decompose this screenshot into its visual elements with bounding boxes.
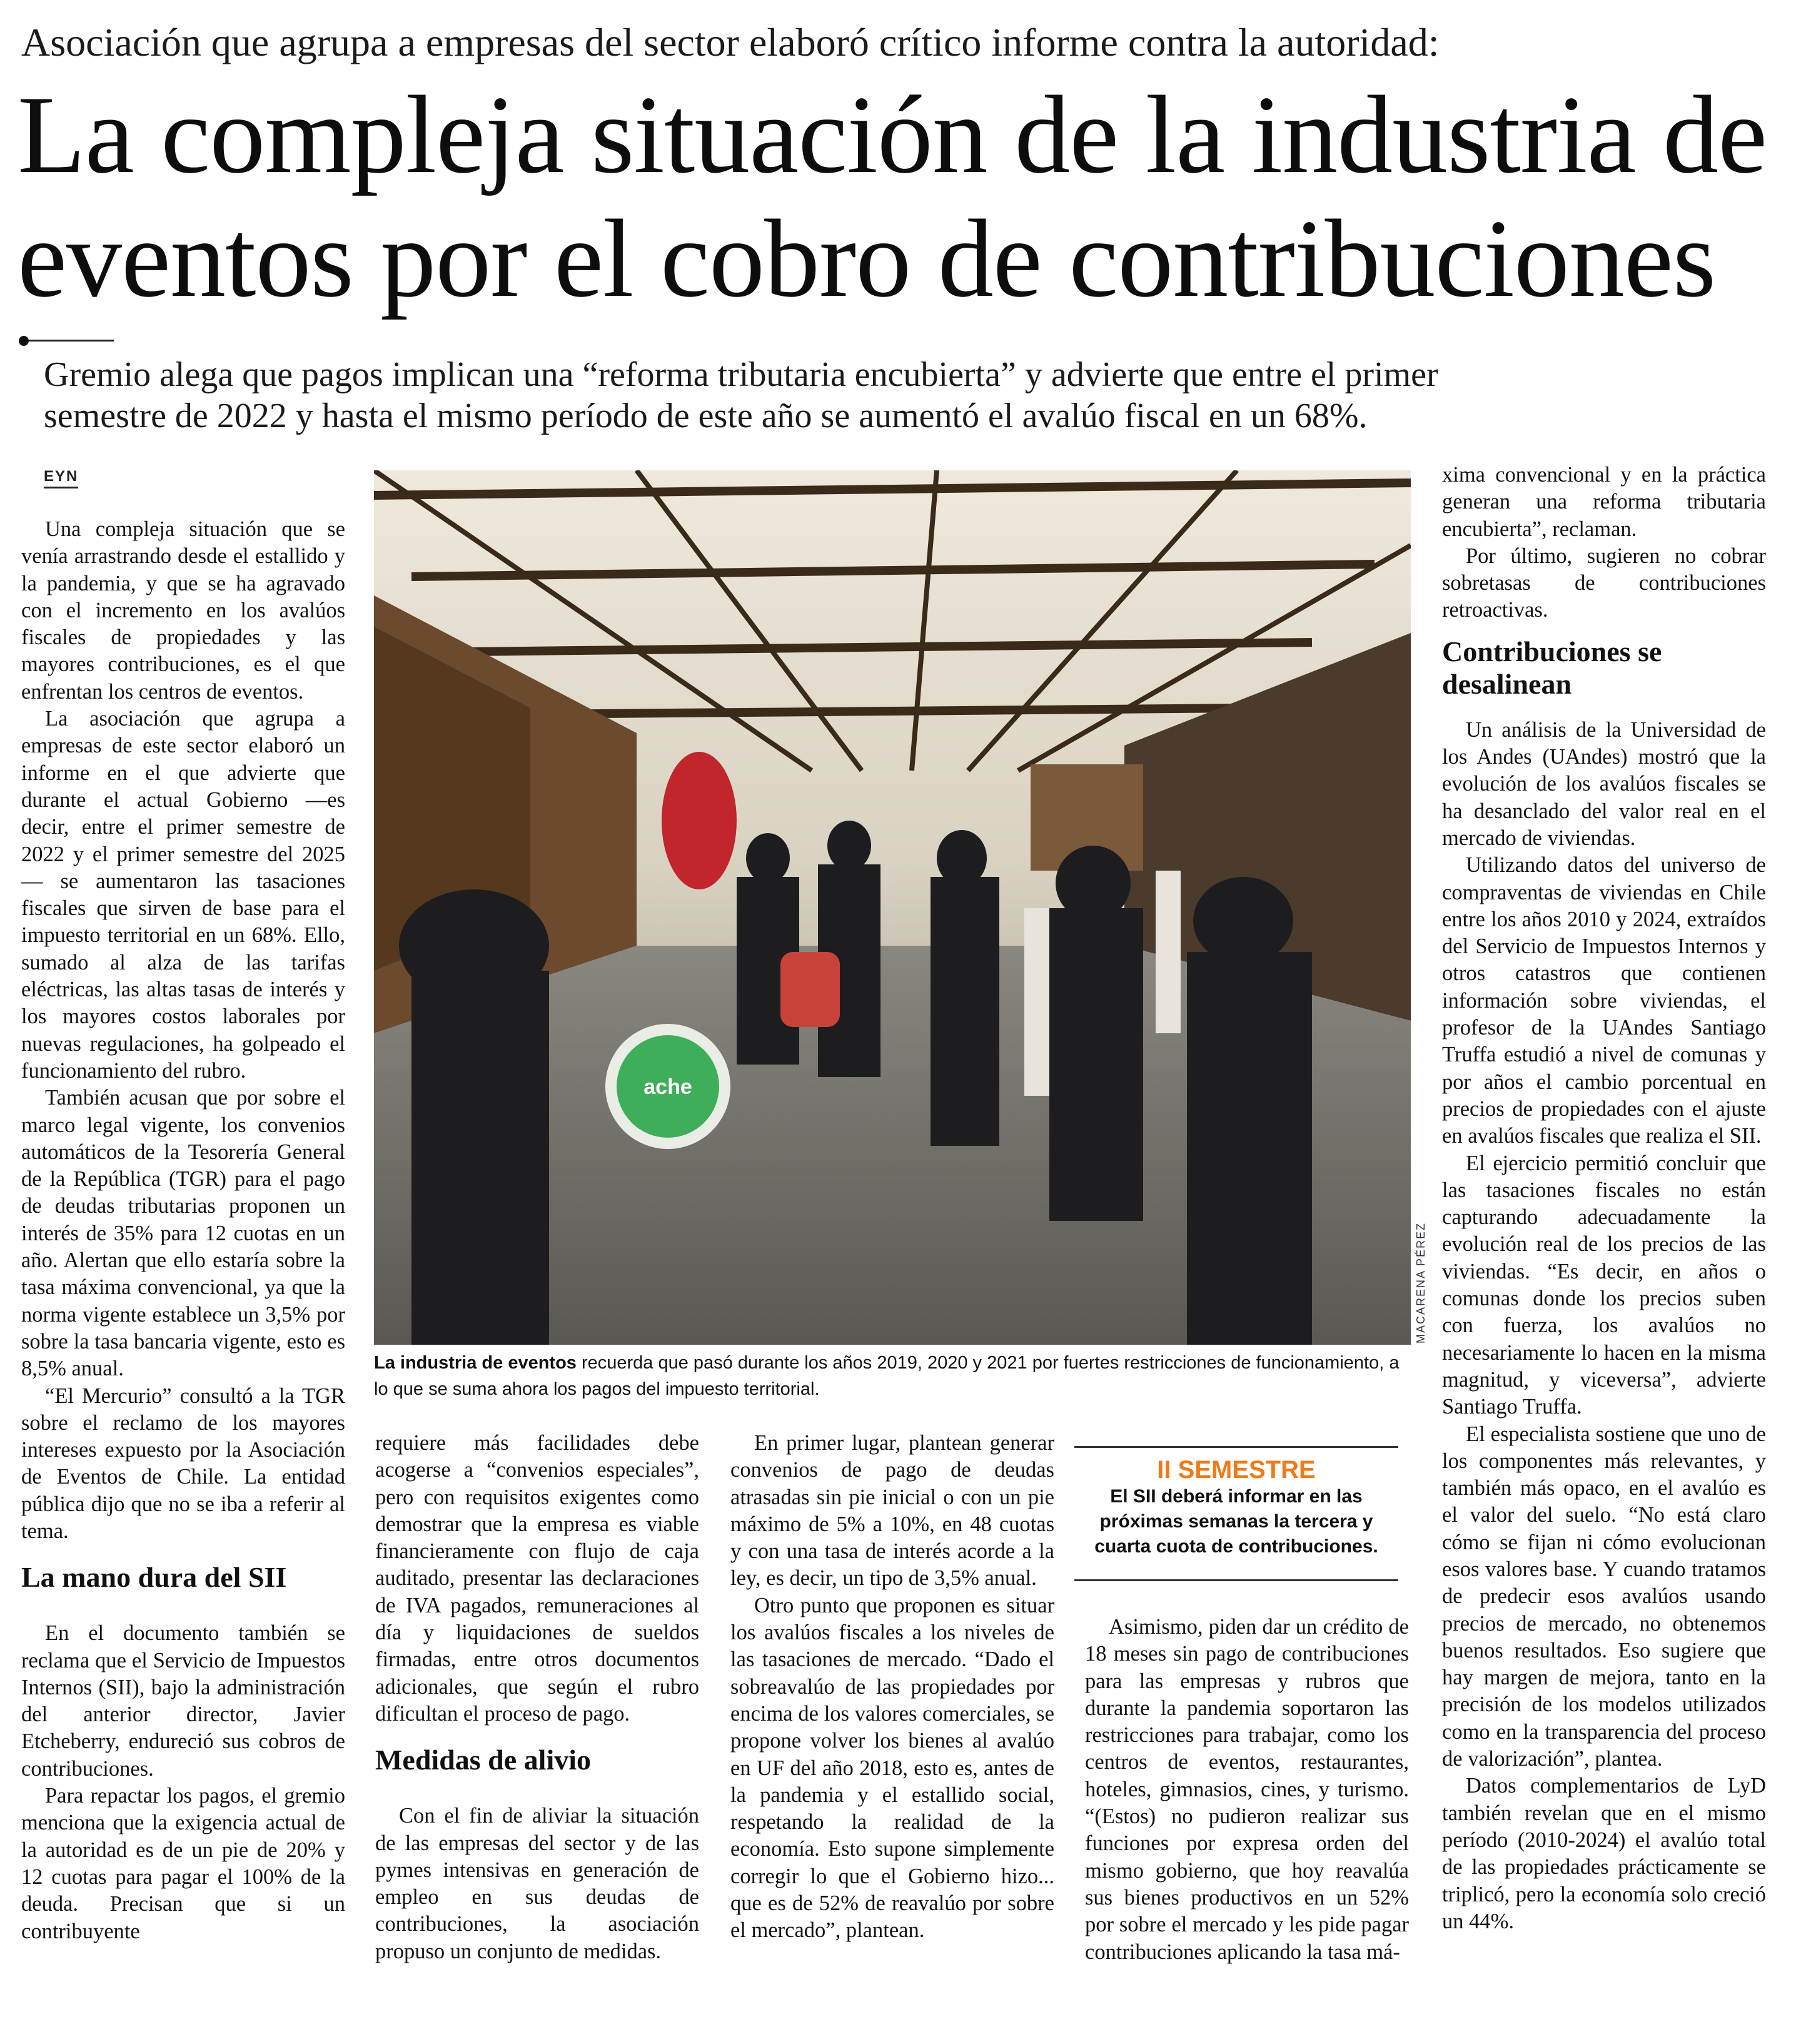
headline — [18, 73, 1787, 320]
paragraph: En el documento también se reclama que el Servicio de Impuestos Internos (SII), bajo la administración del anterior director, Javier Etcheberry, endureció sus cobros de contribuciones. — [21, 1621, 345, 1781]
paragraph: Utilizando datos del universo de compraventas de viviendas en Chile entre los años 2010 y 2024, extraídos del Servicio de Impuestos Internos y otros catastros que contienen información sobre viviendas, el profesor de la UAndes Santiago Truffa estudió a nivel de comunas y por años el cambio porcentual en precios de propiedades con el ajuste en avalúos fiscales que realiza el SII. — [1442, 853, 1766, 1148]
paragraph: Un análisis de la Universidad de los Andes (UAndes) mostró que la evolución de los avalúos fiscales se ha desanclado del valor real en el mercado de viviendas. — [1442, 717, 1766, 850]
sidebar-text: El SII deberá informar en las próximas semanas la tercera y cuarta cuota de contribuciones. — [1094, 1486, 1378, 1557]
paragraph: xima convencional y en la práctica generan una reforma tributaria encubierta”, reclaman. — [1442, 463, 1766, 541]
column-2 — [375, 1430, 699, 1965]
column-4 — [1085, 1614, 1409, 1966]
subheading-medidas: Medidas de alivio — [375, 1744, 592, 1776]
headline-line-2: eventos por el cobro de contribuciones — [18, 196, 1716, 320]
column-3 — [730, 1430, 1054, 1945]
deck — [44, 354, 1757, 437]
photo-caption — [374, 1350, 1412, 1402]
paragraph: Otro punto que proponen es situar los avalúos fiscales a los niveles de las tasaciones de mercado. “Dado el sobreavalúo de las propiedades por encima de los valores comerciales, se propone volver los bienes al avalúo en UF del año 2018, esto es, antes de la pandemia y el estallido social, respetando la realidad de la economía. Esto supone simplemente corregir lo que el Gobierno hizo... que es de 52% de reavalúo por sobre el mercado”, plantean. — [730, 1593, 1054, 1943]
deck-line-1: Gremio alega que pagos implican una “reforma tributaria encubierta” y advierte que entre el primer — [44, 355, 1438, 394]
paragraph: “El Mercurio” consultó a la TGR sobre el reclamo de los mayores intereses expuesto por la Asociación de Eventos de Chile. La entidad pública dijo que no se iba a referir al tema. — [21, 1384, 345, 1543]
paragraph: Asimismo, piden dar un crédito de 18 meses sin pago de contribuciones para las empresas y rubros que durante la pandemia soportaron las restricciones para trabajar, como los centros de eventos, restaurantes, hoteles, gimnasios, cines, y turismo. “(Estos) no pudieron realizar sus funciones por expresa orden del mismo gobierno, que hoy reavalúa sus bienes productivos en un 52% por sobre el mercado y les pide pagar contribuciones aplicando la tasa má- — [1085, 1615, 1409, 1964]
paragraph: En primer lugar, plantean generar convenios de pago de deudas atrasadas sin pie inicial o con un pie máximo de 5% a 10%, en 48 cuotas y con una tasa de interés acorde a la ley, es decir, un tipo de 3,5% anual. — [730, 1431, 1054, 1591]
caption-text: recuerda que pasó durante los años 2019, 2020 y 2021 por fuertes restricciones de funcionamiento, a lo que se suma ahora los pagos del impuesto territorial. — [374, 1353, 1400, 1399]
event-photo — [374, 470, 1411, 1345]
photo-credit: MACARENA PÉREZ — [1415, 1222, 1427, 1343]
headline-line-1: La compleja situación de la industria de — [18, 73, 1767, 196]
deck-line-2: semestre de 2022 y hasta el mismo período de este año se aumentó el avalúo fiscal en un 68%. — [44, 397, 1368, 435]
subheading-mano-dura: La mano dura del SII — [21, 1561, 287, 1594]
paragraph: Para repactar los pagos, el gremio menciona que la exigencia actual de la autoridad es de un pie de 20% y 12 cuotas para pagar el 100% de la deuda. Precisan que si un contribuyente — [21, 1784, 345, 1943]
column-1 — [21, 516, 345, 1945]
sidebar-tag: II SEMESTRE — [1157, 1456, 1316, 1484]
paragraph: También acusan que por sobre el marco legal vigente, los convenios automáticos de la Tesorería General de la República (TGR) para el pago de deudas tributarias proponen un interés de 35% para 12 cuotas en un año. Alertan que ello estaría sobre la tasa máxima convencional, ya que la norma vigente establece un 3,5% por sobre la tasa bancaria vigente, esto es 8,5% anual. — [21, 1086, 345, 1381]
paragraph: Una compleja situación que se venía arrastrando desde el estallido y la pandemia, y que se ha agravado con el incremento en los avalúos fiscales de propiedades y las mayores contribuciones, es el que enfrentan los centros de eventos. — [21, 517, 345, 704]
deck-rule — [20, 340, 114, 342]
paragraph: La asociación que agrupa a empresas de este sector elaboró un informe en el que advierte que durante el actual Gobierno —es decir, entre el primer semestre de 2022 y el primer semestre del 2025— se aumentaron las tasaciones fiscales que sirven de base para el impuesto territorial en un 68%. Ello, sumado al alza de las tarifas eléctricas, las altas tasas de interés y los mayores costos laborales por nuevas regulaciones, ha golpeado el funcionamiento del rubro. — [21, 707, 345, 1083]
paragraph: El especialista sostiene que uno de los componentes más relevantes, y también más opaco, en el avalúo es el valor del suelo. “No está claro cómo se fijan ni cómo evolucionan esos valores base. Y cuando tratamos de predecir esos avalúos usando precios de mercado, no obtenemos buenos resultados. Eso sugiere que hay margen de mejora, tanto en la precisión de los modelos utilizados como en la transparencia del proceso de valorización”, plantea. — [1442, 1422, 1766, 1771]
paragraph: Datos complementarios de LyD también revelan que en el mismo período (2010-2024) el avalúo total de las propiedades prácticamente se triplicó, pero la economía solo creció un 44%. — [1442, 1774, 1766, 1933]
deck-bullet — [19, 336, 29, 346]
paragraph: El ejercicio permitió concluir que las tasaciones fiscales no están capturando adecuadamente la evolución real de los precios de las viviendas. “Es decir, en años o comunas donde los precios suben con fuerza, los avalúos no necesariamente lo hacen en la misma magnitud, y viceversa”, advierte Santiago Truffa. — [1442, 1151, 1766, 1419]
subheading-contribuciones: Contribuciones se desalinean — [1442, 635, 1662, 700]
caption-lead: La industria de eventos — [374, 1353, 577, 1373]
byline: EYN — [44, 468, 78, 488]
kicker: Asociación que agrupa a empresas del sector elaboró crítico informe contra la autoridad: — [21, 20, 1440, 64]
paragraph: Por último, sugieren no cobrar sobretasas de contribuciones retroactivas. — [1442, 544, 1766, 622]
event-photo-illustration — [374, 470, 1411, 1345]
sidebar-box — [1074, 1446, 1398, 1581]
paragraph: requiere más facilidades debe acogerse a “convenios especiales”, pero con requisitos exigentes como demostrar que la empresa es viable financieramente con flujo de caja auditado, presentar las declaraciones de IVA pagados, remuneraciones al día y liquidaciones de sueldos firmadas, entre otros documentos adicionales, que según el rubro dificultan el proceso de pago. — [375, 1431, 699, 1726]
paragraph: Con el fin de aliviar la situación de las empresas del sector y de las pymes intensivas en generación de empleo en sus deudas de contribuciones, la asociación propuso un conjunto de medidas. — [375, 1804, 699, 1963]
sign-text: ache — [643, 1075, 692, 1099]
column-5 — [1442, 462, 1766, 1935]
